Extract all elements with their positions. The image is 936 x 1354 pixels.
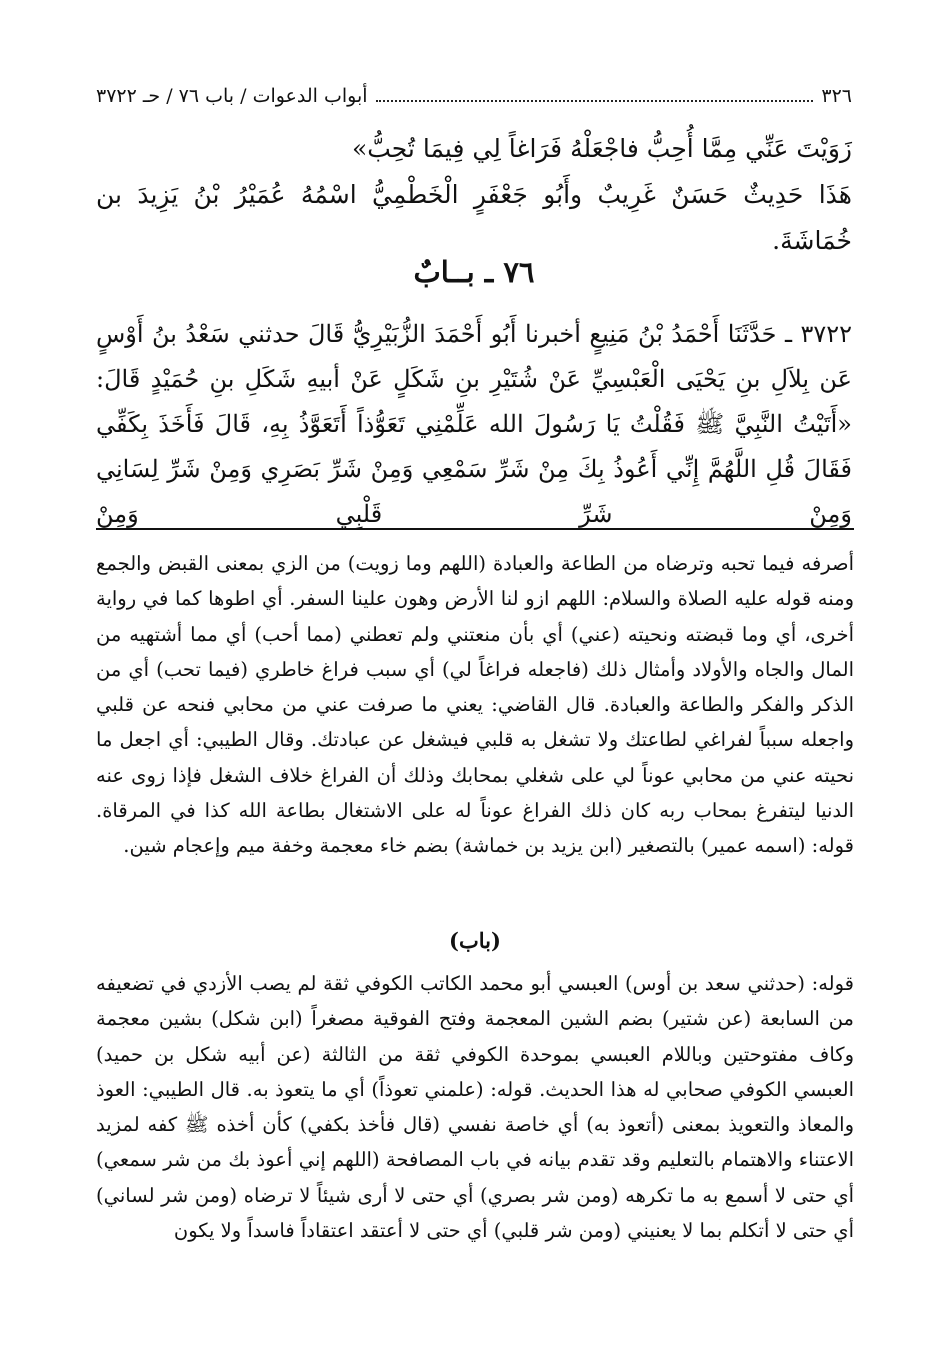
- commentary-subheading: (باب): [449, 928, 501, 953]
- commentary-block: أصرفه فيما تحبه وترضاه من الطاعة والعبادة (اللهم وما زويت) من الزي بمعنى القبض والجمع ومنه قوله عليه الصلاة والسلام: اللهم ازو لنا الأرض وهون علينا السفر. أي اطوها كما في رواية أخرى، أي وما قبضته ونحيته (عني) أي بأن منعتني ولم تعطني (مما أحب) أي مما أشتهيه من المال والجاه والأولاد وأمثال ذلك (فاجعله فراغاً لي) أي سبب فراغ خاطري (فيما تحب) أي من الذكر والفكر والطاعة والعبادة. قال القاضي: يعني ما صرفت عني من محابي فنحه عن قلبي واجعله سبباً لفراغي لطاعتك ولا تشغل به قلبي فيشغل عن عبادتك. وقال الطيبي: أي اجعل ما نحيته عني من محابي عوناً لي على شغلي بمحابك وذلك أن الفراغ خلاف الشغل فإذا زوى عنه الدنيا ليتفرغ بمحاب ربه كان ذلك الفراغ عوناً له على الاشتغال بطاعة الله كذا في المرقاة. قوله: (اسمه عمير) بالتصغير (ابن يزيد بن خماشة) بضم خاء معجمة وخفة ميم وإعجام شين.: [96, 552, 854, 858]
- header-dotted-leader: [376, 100, 814, 102]
- hadith-text: ٣٧٢٢ ـ حَدَّثَنَا أَحْمَدُ بْنُ مَنِيعٍ أخبرنا أَبُو أَحْمَدَ الزُّبَيْرِيُّ قَالَ حدثني سَعْدُ بنُ أَوْسٍ عَن بِلاَلِ بنِ يَحْيَى الْعَبْسِيِّ عَنْ شُتَيْرِ بنِ شَكَلٍ عَنْ أبيهِ شَكَلِ بنِ حُمَيْدٍ قَالَ: «أَتَيْتُ النَّبِيَّ ﷺ فَقُلْتُ يَا رَسُولَ الله عَلِّمْنِي تَعَوُّذاً أَتَعَوَّذُ بِهِ، قَالَ فَأَخَذَ بِكَفِّي فَقَالَ قُلِ اللَّهُمَّ إِنِّي أَعُوذُ بِكَ مِنْ شَرِّ سَمْعِي وَمِنْ شَرِّ بَصَرِي وَمِنْ شَرِّ لِسَانِي وَمِنْ شَرِّ قَلْبِي وَمِنْ: [96, 320, 852, 528]
- main-text: [96, 126, 852, 264]
- main-text-line: زَوَيْتَ عَنِّي مِمَّا أُحِبُّ فاجْعَلْهُ فَرَاغاً لِي فِيمَا تُحِبُّ»: [351, 134, 852, 163]
- running-title: أبواب الدعوات / باب ٧٦ / حـ ٣٧٢٢: [96, 85, 368, 107]
- chapter-heading: ٧٦ ـ بــابٌ: [413, 255, 535, 289]
- running-header: [96, 78, 852, 108]
- commentary-block: قوله: (حدثني سعد بن أوس) العبسي أبو محمد الكاتب الكوفي ثقة لم يصب الأزدي في تضعيفه من السابعة (عن شتير) بضم الشين المعجمة وفتح الفوقية مصغراً (ابن شكل) بشين معجمة وكاف مفتوحتين وباللام العبسي بموحدة الكوفي ثقة من الثالثة (عن أبيه شكل بن حميد) العبسي الكوفي صحابي له هذا الحديث. قوله: (علمني تعوذاً) أي ما يتعوذ به. قال الطيبي: العوذ والمعاذ والتعويذ بمعنى (أتعوذ به) أي خاصة نفسي (قال فأخذ بكفي) كأن أخذه ﷺ كفه لمزيد الاعتناء والاهتمام بالتعليم وقد تقدم بيانه في باب المصافحة (اللهم إني أعوذ بك من شر سمعي) أي حتى لا أسمع به ما تكرهه (ومن شر بصري) أي حتى لا أرى شيئاً لا ترضاه (ومن شر لساني) أي حتى لا أتكلم بما لا يعنيني (ومن شر قلبي) أي حتى لا أعتقد اعتقاداً فاسداً ولا يكون: [96, 972, 854, 1243]
- main-text-line: هَذَا حَدِيثٌ حَسَنٌ غَرِيبٌ وأَبُو جَعْفَرٍ الْخَطْمِيُّ اسْمُهُ عُمَيْرُ بْنُ يَزِيدَ بن خُمَاشَةَ.: [96, 180, 852, 255]
- page-number: ٣٢٦: [821, 85, 852, 107]
- footnote-divider: [96, 528, 854, 530]
